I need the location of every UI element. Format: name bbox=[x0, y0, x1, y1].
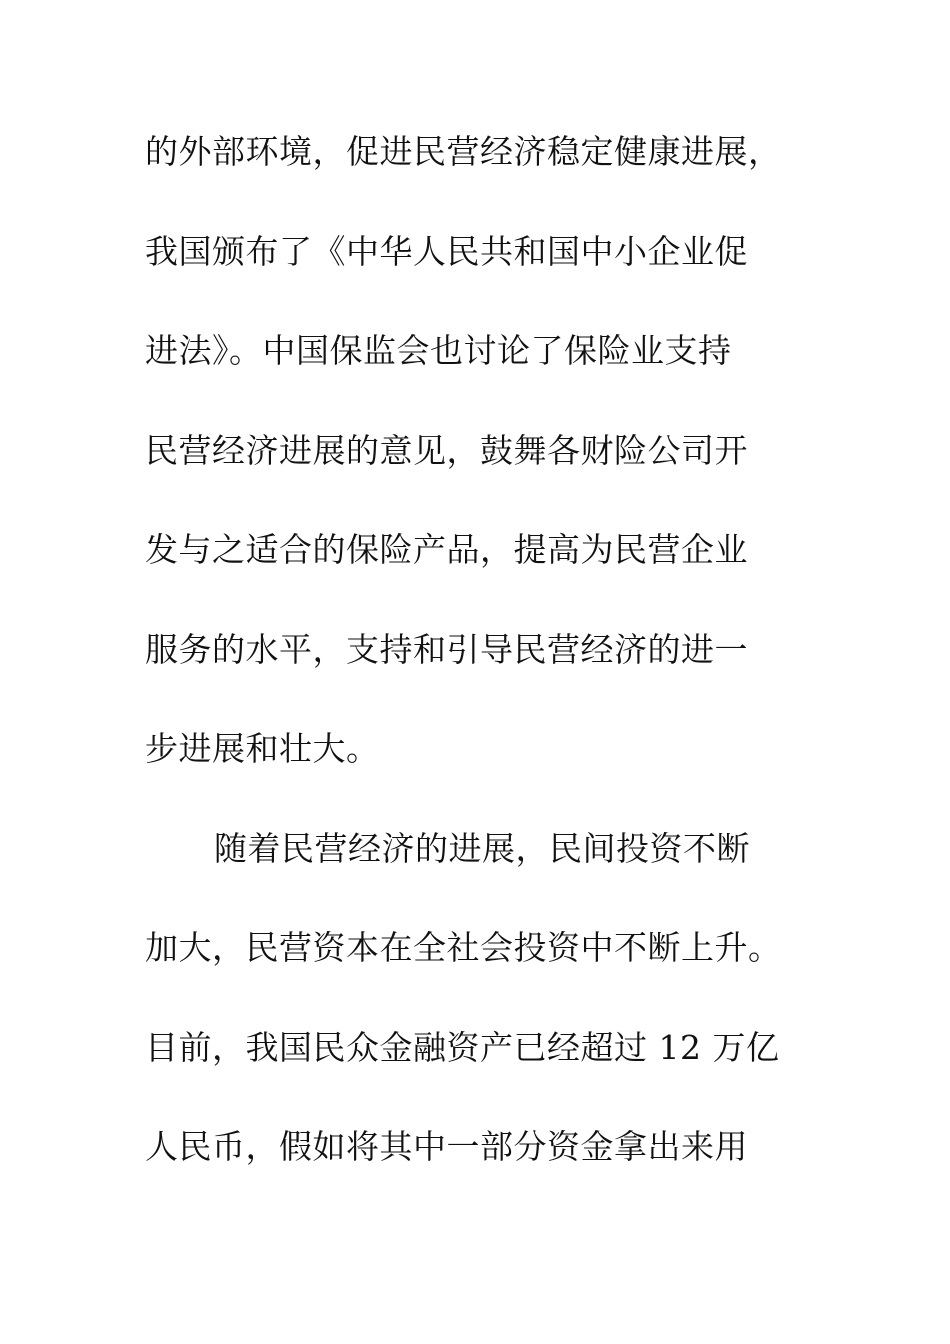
text-line: 服务的水平，支持和引导民营经济的进一 bbox=[145, 630, 748, 669]
text-line-paragraph-start: 随着民营经济的进展，民间投资不断 bbox=[214, 829, 750, 868]
text-line: 我国颁布了《中华人民共和国中小企业促 bbox=[145, 232, 748, 271]
text-line: 的外部环境，促进民营经济稳定健康进展， bbox=[145, 132, 782, 171]
text-line: 进法》。中国保监会也讨论了保险业支持 bbox=[145, 331, 732, 370]
text-line: 人民币，假如将其中一部分资金拿出来用 bbox=[145, 1127, 748, 1166]
text-line: 加大，民营资本在全社会投资中不断上升。 bbox=[145, 928, 782, 967]
text-line: 民营经济进展的意见，鼓舞各财险公司开 bbox=[145, 431, 748, 470]
text-line: 步进展和壮大。 bbox=[145, 729, 380, 768]
text-line: 目前，我国民众金融资产已经超过 12 万亿 bbox=[145, 1028, 780, 1067]
text-line: 发与之适合的保险产品，提高为民营企业 bbox=[145, 530, 748, 569]
